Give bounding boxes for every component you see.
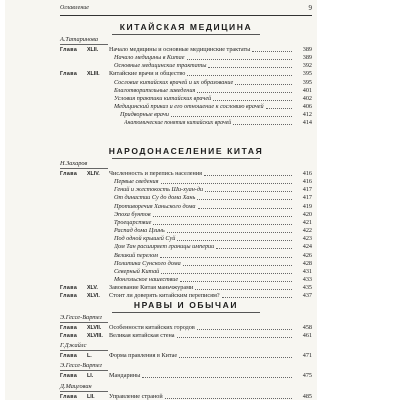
entry-title: Распад дома Цзинь <box>114 227 165 235</box>
dot-leader <box>180 281 292 282</box>
toc-subentry-row[interactable] <box>60 252 312 260</box>
entry-title: Северный Китай <box>114 267 160 275</box>
toc-subentry-row[interactable] <box>60 194 312 202</box>
entry-title: Великая китайская стена <box>109 332 175 340</box>
dot-leader <box>161 273 292 274</box>
chapter-number: XLVIII. <box>87 333 103 340</box>
page-ref: 401 <box>302 86 312 94</box>
toc-chapter-row[interactable] <box>60 170 312 178</box>
entry-title: Великий перелом <box>114 251 158 259</box>
chapter-label: Глава <box>60 373 78 380</box>
chapter-label: Глава <box>60 47 78 53</box>
chapter-number: XLV. <box>87 285 98 292</box>
entry-title: От династии Су до дома Хань <box>114 194 196 202</box>
page-ref: 419 <box>302 202 312 210</box>
page-ref: 461 <box>302 332 312 340</box>
page-header <box>60 3 312 16</box>
page-number: 9 <box>308 4 312 12</box>
page-ref: 416 <box>302 178 312 186</box>
entry-title: Китайские врачи и общество <box>109 70 186 78</box>
dot-leader <box>160 257 292 258</box>
entry-title: Мандарины <box>109 372 141 380</box>
dot-leader <box>142 377 292 378</box>
entry-title: Стоит ли доверять китайским переписям? <box>109 292 220 300</box>
dot-leader <box>233 124 292 125</box>
dot-leader <box>177 337 292 338</box>
dot-leader <box>183 265 292 266</box>
toc-subentry-row[interactable] <box>60 111 312 119</box>
page-ref: 395 <box>302 70 312 78</box>
toc-chapter-row[interactable] <box>60 352 312 360</box>
toc-subentry-row[interactable] <box>60 260 312 268</box>
chapter-number: LI. <box>87 373 94 380</box>
chapter-label: Глава <box>60 171 78 177</box>
entry-title: Численность и перепись населения <box>109 170 203 177</box>
section-title: КИТАЙСКАЯ МЕДИЦИНА <box>60 22 312 32</box>
toc-chapter-row[interactable] <box>60 46 312 54</box>
dot-leader <box>198 208 293 209</box>
page-ref: 417 <box>302 186 312 194</box>
page-ref: 416 <box>302 170 312 177</box>
toc-subentry-row[interactable] <box>60 95 312 103</box>
dot-leader <box>197 92 292 93</box>
page-ref: 471 <box>302 352 312 360</box>
author-name: Э.Гессе-Вартег <box>60 314 103 321</box>
entry-title: Первые сведения <box>114 178 159 186</box>
chapter-label: Глава <box>60 333 78 340</box>
entry-title: Монгольское нашествие <box>114 275 179 283</box>
page-ref: 406 <box>302 103 312 111</box>
chapter-label: Глава <box>60 71 78 78</box>
entry-title: Троецарствие <box>114 218 152 226</box>
entry-title: Дом Тан расширяет границы империи <box>114 243 215 251</box>
page-ref: 417 <box>302 194 312 202</box>
dot-leader <box>216 248 292 249</box>
page-ref: 458 <box>302 324 312 331</box>
dot-leader <box>204 175 292 176</box>
toc-chapter-row[interactable] <box>60 284 312 292</box>
dot-leader <box>235 84 292 85</box>
toc-subentry-row[interactable] <box>60 203 312 211</box>
dot-leader <box>222 297 292 298</box>
entry-title: Анатомические понятия китайских врачей <box>124 120 232 127</box>
toc-chapter-row[interactable] <box>60 332 312 340</box>
author-name: Г.Джайлс <box>60 342 87 350</box>
entry-title: Под одной крышей Суй <box>114 235 176 243</box>
dot-leader <box>153 224 292 225</box>
dot-leader <box>161 183 293 184</box>
entry-title: Завоевание Китая маньчжурами <box>109 284 194 292</box>
dot-leader <box>213 100 292 101</box>
dot-leader <box>208 67 292 68</box>
page-ref: 431 <box>302 267 312 275</box>
entry-title: Противоречия Ханьского дома <box>114 202 196 210</box>
toc-subentry-row[interactable] <box>60 186 312 194</box>
entry-title: Политика Сунского дома <box>114 259 181 267</box>
toc-chapter-row[interactable] <box>60 324 312 332</box>
dot-leader <box>187 59 292 60</box>
page-ref: 475 <box>302 372 312 380</box>
chapter-number: XLVII. <box>87 325 102 331</box>
toc-subentry-row[interactable] <box>60 178 312 186</box>
toc-subentry-row[interactable] <box>60 119 312 127</box>
toc-subentry-row[interactable] <box>60 227 312 235</box>
toc-chapter-row[interactable] <box>60 70 312 78</box>
toc-chapter-row[interactable] <box>60 372 312 380</box>
running-head: Оглавление <box>60 5 89 11</box>
page-ref: 392 <box>302 62 312 70</box>
dot-leader <box>167 232 292 233</box>
page-ref: 420 <box>302 210 312 218</box>
toc-subentry-row[interactable] <box>60 276 312 284</box>
page-ref: 422 <box>302 227 312 235</box>
chapter-label: Глава <box>60 393 78 400</box>
page-ref: 412 <box>302 111 312 119</box>
toc-subentry-row[interactable] <box>60 243 312 251</box>
toc-subentry-row[interactable] <box>60 87 312 95</box>
toc-subentry-row[interactable] <box>60 103 312 111</box>
page-ref: 402 <box>302 94 312 102</box>
dot-leader <box>165 398 292 399</box>
entry-title: Медицинский приказ и его отношение к сословию врачей <box>114 103 264 111</box>
entry-title: Особенности китайских городов <box>109 324 195 331</box>
chapter-label: Глава <box>60 353 78 360</box>
dot-leader <box>266 108 292 109</box>
toc-subentry-row[interactable] <box>60 62 312 70</box>
dot-leader <box>153 216 292 217</box>
chapter-number: LII. <box>87 393 95 400</box>
page-ref: 424 <box>302 243 312 251</box>
author-name: Э.Гессе-Вартег <box>60 362 103 370</box>
chapter-label: Глава <box>60 325 78 331</box>
section-title: НРАВЫ И ОБЫЧАИ <box>60 300 312 310</box>
page-ref: 423 <box>302 235 312 243</box>
book-page <box>5 0 317 400</box>
page-ref: 426 <box>302 251 312 259</box>
toc-subentry-row[interactable] <box>60 54 312 62</box>
toc-subentry-row[interactable] <box>60 79 312 87</box>
dot-leader <box>205 191 292 192</box>
toc-subentry-row[interactable] <box>60 235 312 243</box>
chapter-label: Глава <box>60 293 78 300</box>
entry-title: Начало медицины в Китае <box>114 54 185 62</box>
entry-title: Управление страной <box>109 392 163 400</box>
toc-subentry-row[interactable] <box>60 211 312 219</box>
page-ref: 433 <box>302 275 312 283</box>
entry-title: Эпоха бунтов <box>114 210 151 218</box>
entry-title: Условия практики китайских врачей <box>114 94 212 102</box>
entry-title: Гений и жестокость Ши-хуан-ди <box>114 186 204 194</box>
page-ref: 437 <box>302 292 312 300</box>
chapter-number: XLII. <box>87 47 99 53</box>
chapter-number: XLIV. <box>87 171 100 177</box>
page-ref: 428 <box>302 259 312 267</box>
author-name: А.Татаринова <box>60 36 99 43</box>
dot-leader <box>252 51 292 52</box>
dot-leader <box>171 116 292 117</box>
dot-leader <box>197 199 292 200</box>
entry-title: Форма правления в Китае <box>109 352 178 360</box>
dot-leader <box>187 75 292 76</box>
entry-title: Сословие китайских врачей и их образование <box>114 78 234 86</box>
page-ref: 414 <box>302 119 312 127</box>
page-ref: 421 <box>302 218 312 226</box>
toc-subentry-row[interactable] <box>60 219 312 227</box>
entry-title: Благотворительные заведения <box>114 86 196 94</box>
entry-title: Основные медицинские трактаты <box>114 62 207 70</box>
toc-chapter-row[interactable] <box>60 393 312 400</box>
entry-title: Придворные врачи <box>120 111 169 119</box>
page-ref: 485 <box>302 392 312 400</box>
page-ref: 389 <box>302 46 312 53</box>
page-ref: 395 <box>302 78 312 86</box>
dot-leader <box>179 357 292 358</box>
author-name: Д.Мацгован <box>60 382 92 390</box>
page-ref: 389 <box>302 54 312 62</box>
page-ref: 435 <box>302 284 312 292</box>
entry-title: Начало медицины и основные медицинские трактаты <box>109 46 251 53</box>
chapter-number: XLVI. <box>87 293 100 300</box>
chapter-label: Глава <box>60 285 78 292</box>
section-title: НАРОДОНАСЕЛЕНИЕ КИТАЯ <box>60 146 312 156</box>
chapter-number: L. <box>87 353 92 360</box>
dot-leader <box>197 329 292 330</box>
chapter-number: XLIII. <box>87 71 100 78</box>
author-name: Н.Захаров <box>60 160 88 167</box>
toc-subentry-row[interactable] <box>60 268 312 276</box>
dot-leader <box>177 240 292 241</box>
dot-leader <box>195 289 292 290</box>
